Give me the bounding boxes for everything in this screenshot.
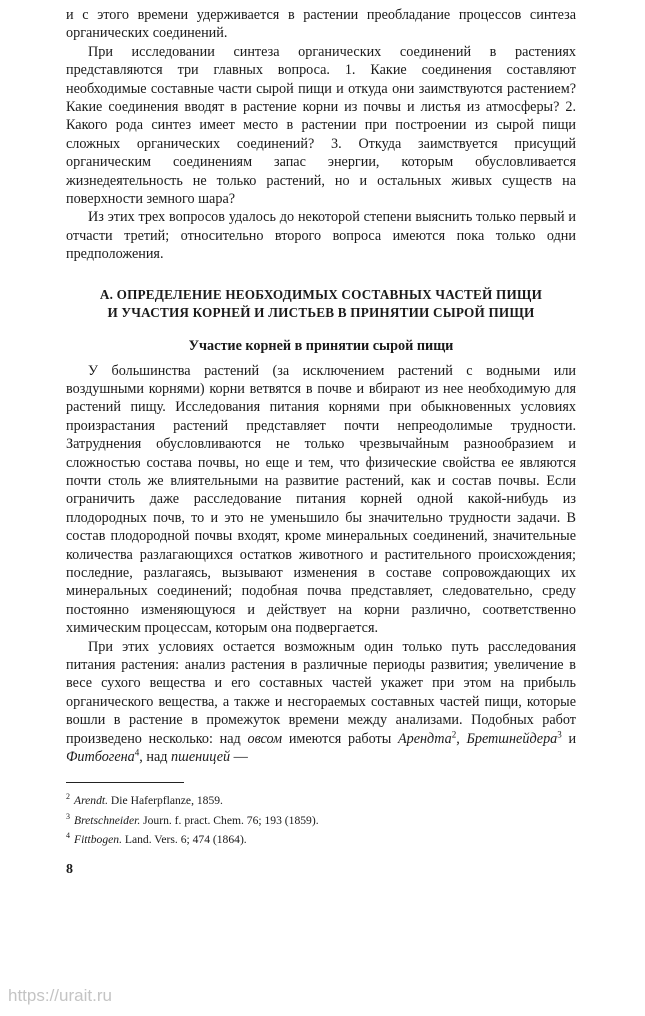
footnote-4 (66, 828, 576, 847)
paragraph-analysis: При этих условиях остается возможным один только путь расследования питания растения: анализ растения в различные периоды развития; увеличение в весе сухого вещества и его составных частей укажет при этом на прибыль органического вещества, а также и несгораемых составных частей пищи, которые вошли в растение в промежуток времени между анализами. Подобных работ произведено несколько: над овсом имеются работы Арендта$^2$, Бретшнейдера$^3$ и Фитбогена$^4$, над пшеницей — (66, 638, 577, 766)
footnote-ref-4[interactable]: 4 (134, 747, 140, 758)
footnote-2 (66, 789, 576, 808)
term-oat: овсом (247, 730, 283, 747)
footnote-ref-3[interactable]: 3 (557, 728, 562, 739)
text-and: и (568, 730, 577, 747)
footnote-author: Arendt. (74, 794, 109, 808)
paragraph-progress: Из этих трех вопросов удалось до некоторой степени выяснить только первый и отчасти третий; относительно второго вопроса имеются пока только одни предположения. (66, 209, 576, 263)
footnote-text: Journ. f. pract. Chem. 76; 193 (1859). (140, 813, 319, 827)
paragraph-continuation: и с этого времени удерживается в растении преобладание процессов синтеза органических соединений. (66, 7, 576, 42)
page-number: 8 (66, 862, 73, 877)
footnote-number: 3 (66, 811, 70, 821)
section-title-line-2: И УЧАСТИЯ КОРНЕЙ И ЛИСТЬЕВ В ПРИНЯТИИ СЫРОЙ ПИЩИ (107, 305, 535, 321)
watermark-url[interactable]: https://urait.ru (8, 986, 112, 1005)
term-wheat: пшеницей (171, 749, 231, 766)
text-have-works: имеются работы (288, 730, 392, 747)
footnote-ref-2[interactable]: 2 (451, 728, 457, 739)
paragraph-analysis-text: При этих условиях остается возможным один только путь расследования питания растения: анализ растения в различные периоды развития; увеличение в весе сухого вещества и его составных частей укажет при этом на прибыль органического вещества, а также и несгораемых составных частей пищи, которые вошли в растение в промежуток времени между анализами. Подобных работ произведено несколько: над (66, 638, 576, 747)
footnote-3 (66, 809, 576, 828)
subsection-title: Участие корней в принятии сырой пищи (188, 337, 454, 354)
paragraph-three-questions: При исследовании синтеза органических соединений в растениях представляются три главных вопроса. 1. Какие соединения составляют необходимые составные части сырой пищи и откуда они заимствуются растением? Какие соединения вводят в растение корни из почвы и листья из атмосферы? 2. Какого рода синтез имеет место в растении при построении из сырой пищи сложных органических соединений? 3. Откуда заимствуется присущий органическим соединениям запас энергии, которым обусловливается жизнедеятельность не только растений, но и остальных живых существ на поверхности земного шара? (66, 43, 576, 208)
section-title (66, 286, 576, 323)
author-arendt: Арендта (397, 730, 452, 747)
paragraph-roots: У большинства растений (за исключением растений с водными или воздушными корнями) корни ветвятся в почве и вбирают из нее необходимую для растений пищу. Исследования питания корнями при обыкновенных условиях произрастания растений представляет почти непреодолимые трудности. Затруднения обусловливаются не только чрезвычайным разнообразием и сложностью состава почвы, но еще и тем, что физические свойства ее являются почти столь же влиятельными на развитие растений, как и состав почвы. Если ограничить даже расследование питания корней одной какой-нибудь из плодородных почв, то и это не уменьшило бы значительно трудности задачи. В состав плодородной почвы входят, кроме минеральных соединений, значительные количества разлагающихся остатков животного и растительного происхождения; последние, разлагаясь, вызывают изменения в составе сопровождающих их минеральных соединений; подобная почва представляет, следовательно, среду постоянно изменяющуюся и действует на корни различно, соответственно химическим процессам, которым она подвергается. (66, 362, 576, 637)
footnotes (66, 789, 576, 847)
footnote-number: 2 (66, 792, 70, 802)
author-fittbogen: Фитбогена (66, 749, 135, 766)
section-title-line-1: А. ОПРЕДЕЛЕНИЕ НЕОБХОДИМЫХ СОСТАВНЫХ ЧАСТЕЙ ПИЩИ (99, 286, 543, 302)
footnote-author: Fittbogen. (74, 832, 122, 846)
footnote-author: Bretschneider. (74, 813, 141, 827)
footnote-text: Land. Vers. 6; 474 (1864). (121, 832, 247, 846)
footnote-divider (66, 782, 184, 783)
author-bretschneider: Бретшнейдера (466, 730, 558, 747)
footnote-number: 4 (66, 830, 70, 840)
text-over: , над (139, 749, 168, 766)
text-dash: — (233, 749, 248, 766)
page-content (66, 6, 576, 847)
footnote-text: Die Haferpflanze, 1859. (108, 794, 223, 808)
